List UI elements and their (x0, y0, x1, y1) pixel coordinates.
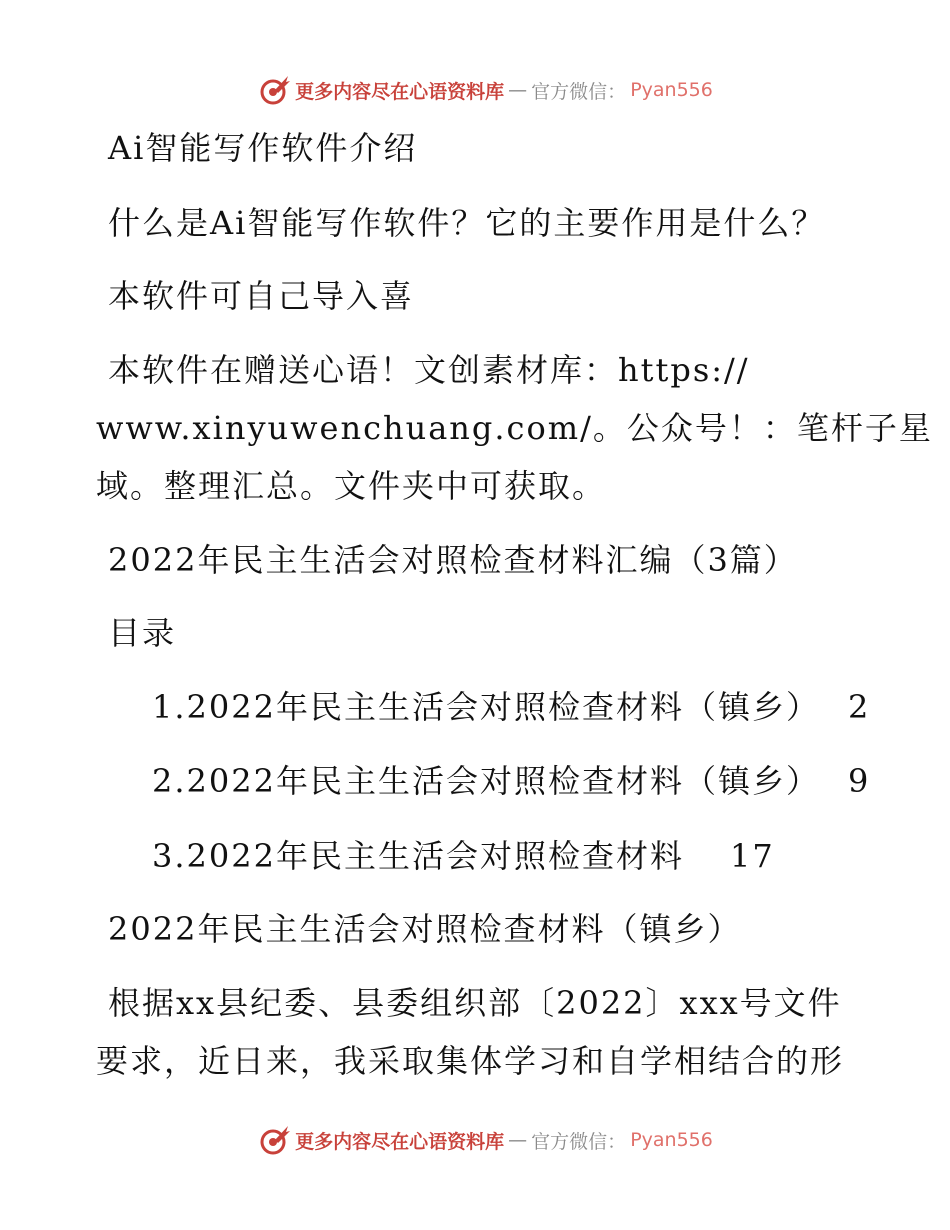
header-banner-main: 更多内容尽在心语资料库 (295, 80, 505, 103)
toc-item-2-page: 9 (847, 762, 871, 800)
footer-banner (0, 1120, 950, 1160)
footer-banner-separator: — (508, 1129, 528, 1151)
body-line-1: 根据xx县纪委、县委组织部〔2022〕xxx号文件 (108, 984, 842, 1022)
doc-title: Ai智能写作软件介绍 (108, 129, 418, 167)
toc-item-3[interactable] (152, 836, 775, 876)
toc-item-2-text: 2.2022年民主生活会对照检查材料（镇乡） (152, 762, 820, 800)
toc-item-3-page: 17 (729, 837, 775, 875)
body-line-2: 要求，近日来，我采取集体学习和自学相结合的形 (96, 1042, 845, 1080)
toc-heading: 目录 (108, 614, 177, 652)
toc-item-1-text: 1.2022年民主生活会对照检查材料（镇乡） (152, 688, 820, 726)
header-banner (0, 70, 950, 110)
footer-banner-label: 官方微信： (531, 1130, 627, 1153)
footer-banner-wechat-id: Pyan556 (630, 1129, 713, 1151)
header-banner-separator: — (508, 79, 528, 101)
header-banner-content (257, 73, 713, 107)
doc-gift-line-1: 本软件在赠送心语！文创素材库：https:// (108, 351, 750, 389)
section-title: 2022年民主生活会对照检查材料（镇乡） (108, 910, 742, 948)
toc-item-1[interactable] (152, 687, 870, 727)
quill-logo-icon (257, 1123, 291, 1157)
quill-logo-icon (257, 73, 291, 107)
doc-question: 什么是Ai智能写作软件？它的主要作用是什么？ (108, 204, 826, 242)
footer-banner-main: 更多内容尽在心语资料库 (295, 1130, 505, 1153)
toc-item-2[interactable] (152, 761, 870, 801)
doc-import-note: 本软件可自己导入喜 (108, 277, 415, 315)
toc-item-1-page: 2 (847, 688, 871, 726)
toc-item-3-text: 3.2022年民主生活会对照检查材料 (152, 837, 684, 875)
header-banner-wechat-id: Pyan556 (630, 79, 713, 101)
footer-banner-content (257, 1123, 713, 1157)
doc-gift-line-2: www.xinyuwenchuang.com/。公众号！：笔杆子星 (96, 409, 933, 447)
header-banner-label: 官方微信： (531, 80, 627, 103)
collection-title: 2022年民主生活会对照检查材料汇编（3篇） (108, 541, 798, 579)
doc-gift-line-3: 域。整理汇总。文件夹中可获取。 (96, 467, 607, 505)
